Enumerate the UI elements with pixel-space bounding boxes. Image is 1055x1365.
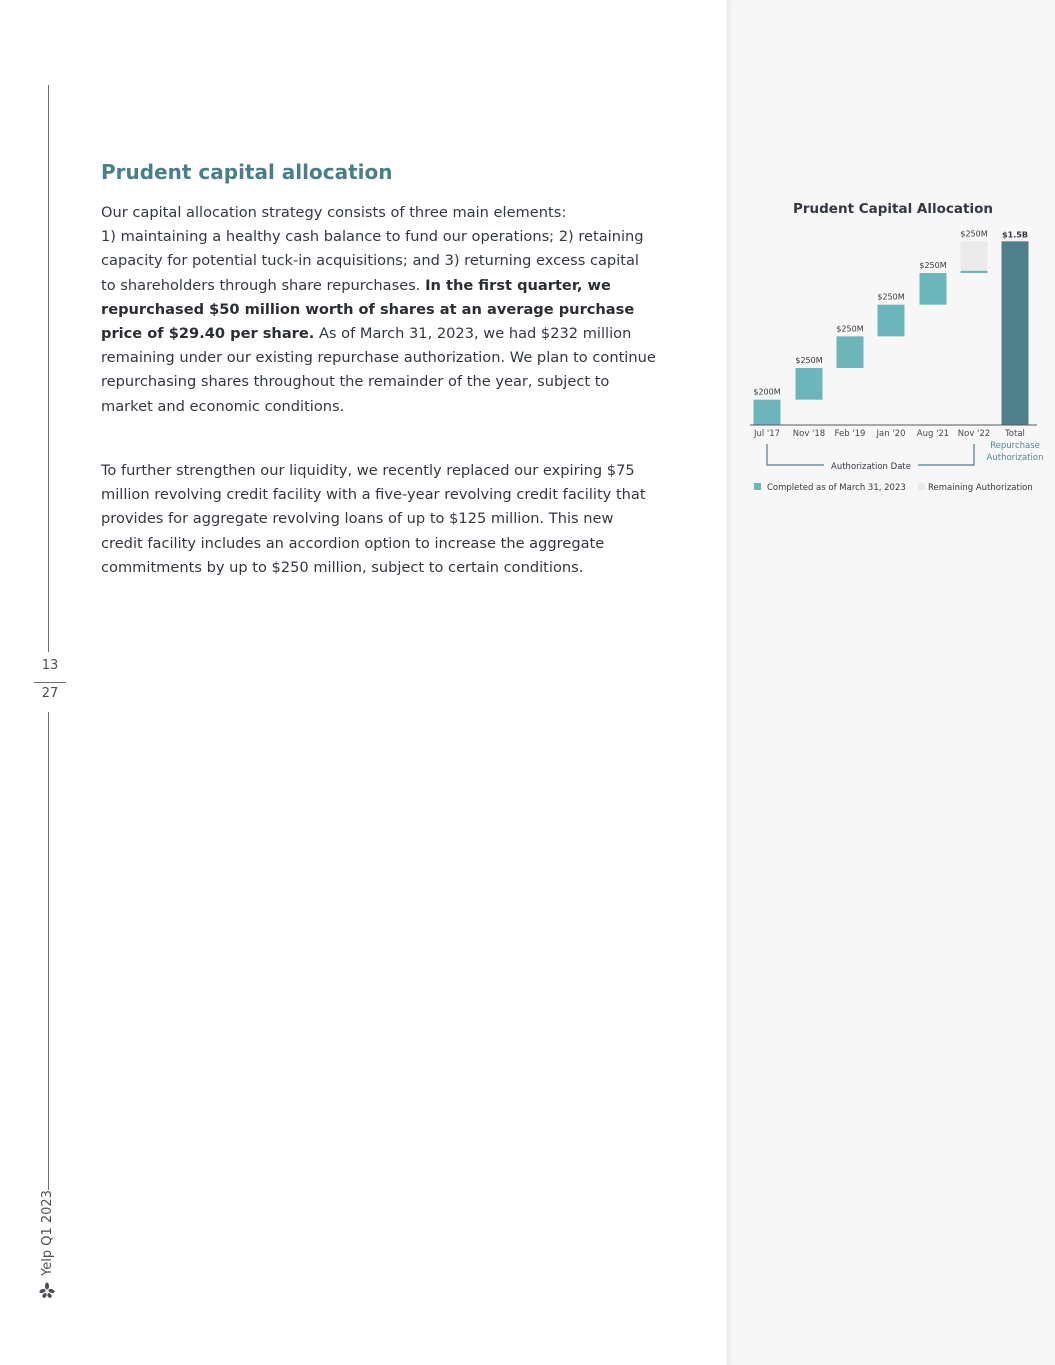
- bar-remaining-5: [961, 241, 988, 270]
- page-separator: [34, 682, 66, 683]
- bar-value-label: $250M: [795, 356, 823, 365]
- legend-swatch-completed: [754, 483, 761, 490]
- paragraph-intro: Our capital allocation strategy consists of three main elements:: [101, 204, 567, 221]
- page-current: 13: [41, 658, 59, 673]
- bar-total: [1002, 241, 1029, 425]
- sidebar-rule-bottom: [48, 712, 49, 1190]
- x-tick-label: Feb '19: [834, 429, 866, 439]
- bar-total-value-label: $1.5B: [1002, 230, 1028, 240]
- sidebar-rule-top: [48, 85, 49, 652]
- x-tick-label: Jul '17: [753, 429, 781, 439]
- bar-value-label: $250M: [960, 229, 988, 239]
- paragraph-capital-strategy: [101, 201, 656, 419]
- yelp-burst-icon: [39, 1282, 55, 1298]
- capital-allocation-chart: [740, 190, 1050, 500]
- bar-completed-4: [920, 273, 947, 305]
- brand-footer: [36, 1188, 58, 1298]
- bar-completed-2: [837, 336, 864, 368]
- x-tick-label-total: Total: [1005, 429, 1025, 439]
- brand-label: Yelp Q1 2023: [39, 1190, 55, 1276]
- section-title: Prudent capital allocation: [101, 160, 393, 184]
- bar-value-label: $250M: [877, 292, 905, 302]
- legend-label-remaining: Remaining Authorization: [928, 483, 1033, 493]
- bar-value-label: $250M: [836, 324, 864, 334]
- paragraph-liquidity: To further strengthen our liquidity, we recently replaced our expiring $75 million revolving credit facility with a five-year revolving credit facility that provides for aggregate revolving loans of up to $125 million. This new credit facility includes an accordion option to increase the aggregate commitments by up to $250 million, subject to certain conditions.: [101, 462, 646, 576]
- paragraph-highlight: In the first quarter, we repurchased $50 million worth of shares at an average purchase price of $29.40 per share.: [101, 276, 635, 343]
- paragraph-remaining: As of March 31, 2023, we had $232 million remaining under our existing repurchase authorization. We plan to continue repurchasing shares throughout the remainder of the year, subject to market and economic conditions.: [101, 325, 656, 415]
- bar-completed-0: [754, 400, 781, 425]
- x-tick-label: Jan '20: [876, 429, 906, 439]
- bar-completed-3: [878, 305, 905, 337]
- legend-label-completed: Completed as of March 31, 2023: [767, 483, 906, 493]
- x-tick-label-total-line2: Repurchase: [990, 441, 1040, 451]
- chart-title: Prudent Capital Allocation: [792, 201, 994, 217]
- x-tick-label: Nov '22: [957, 429, 991, 439]
- x-axis-label: Authorization Date: [831, 462, 911, 472]
- x-tick-label: Aug '21: [916, 429, 950, 439]
- legend-swatch-remaining: [918, 483, 925, 490]
- x-tick-label-total-line3: Authorization: [986, 453, 1044, 463]
- page-total: 27: [41, 686, 59, 701]
- bar-value-label: $250M: [919, 261, 947, 270]
- bar-completed-5: [961, 271, 988, 273]
- paragraph-elements: 1) maintaining a healthy cash balance to fund our operations; 2) retaining capacity for potential tuck-in acquisitions; and 3) returning excess capital to shareholders through share repurchases.: [101, 228, 644, 294]
- x-tick-label: Nov '18: [792, 429, 826, 439]
- bar-completed-1: [796, 368, 823, 400]
- bar-value-label: $200M: [753, 387, 781, 397]
